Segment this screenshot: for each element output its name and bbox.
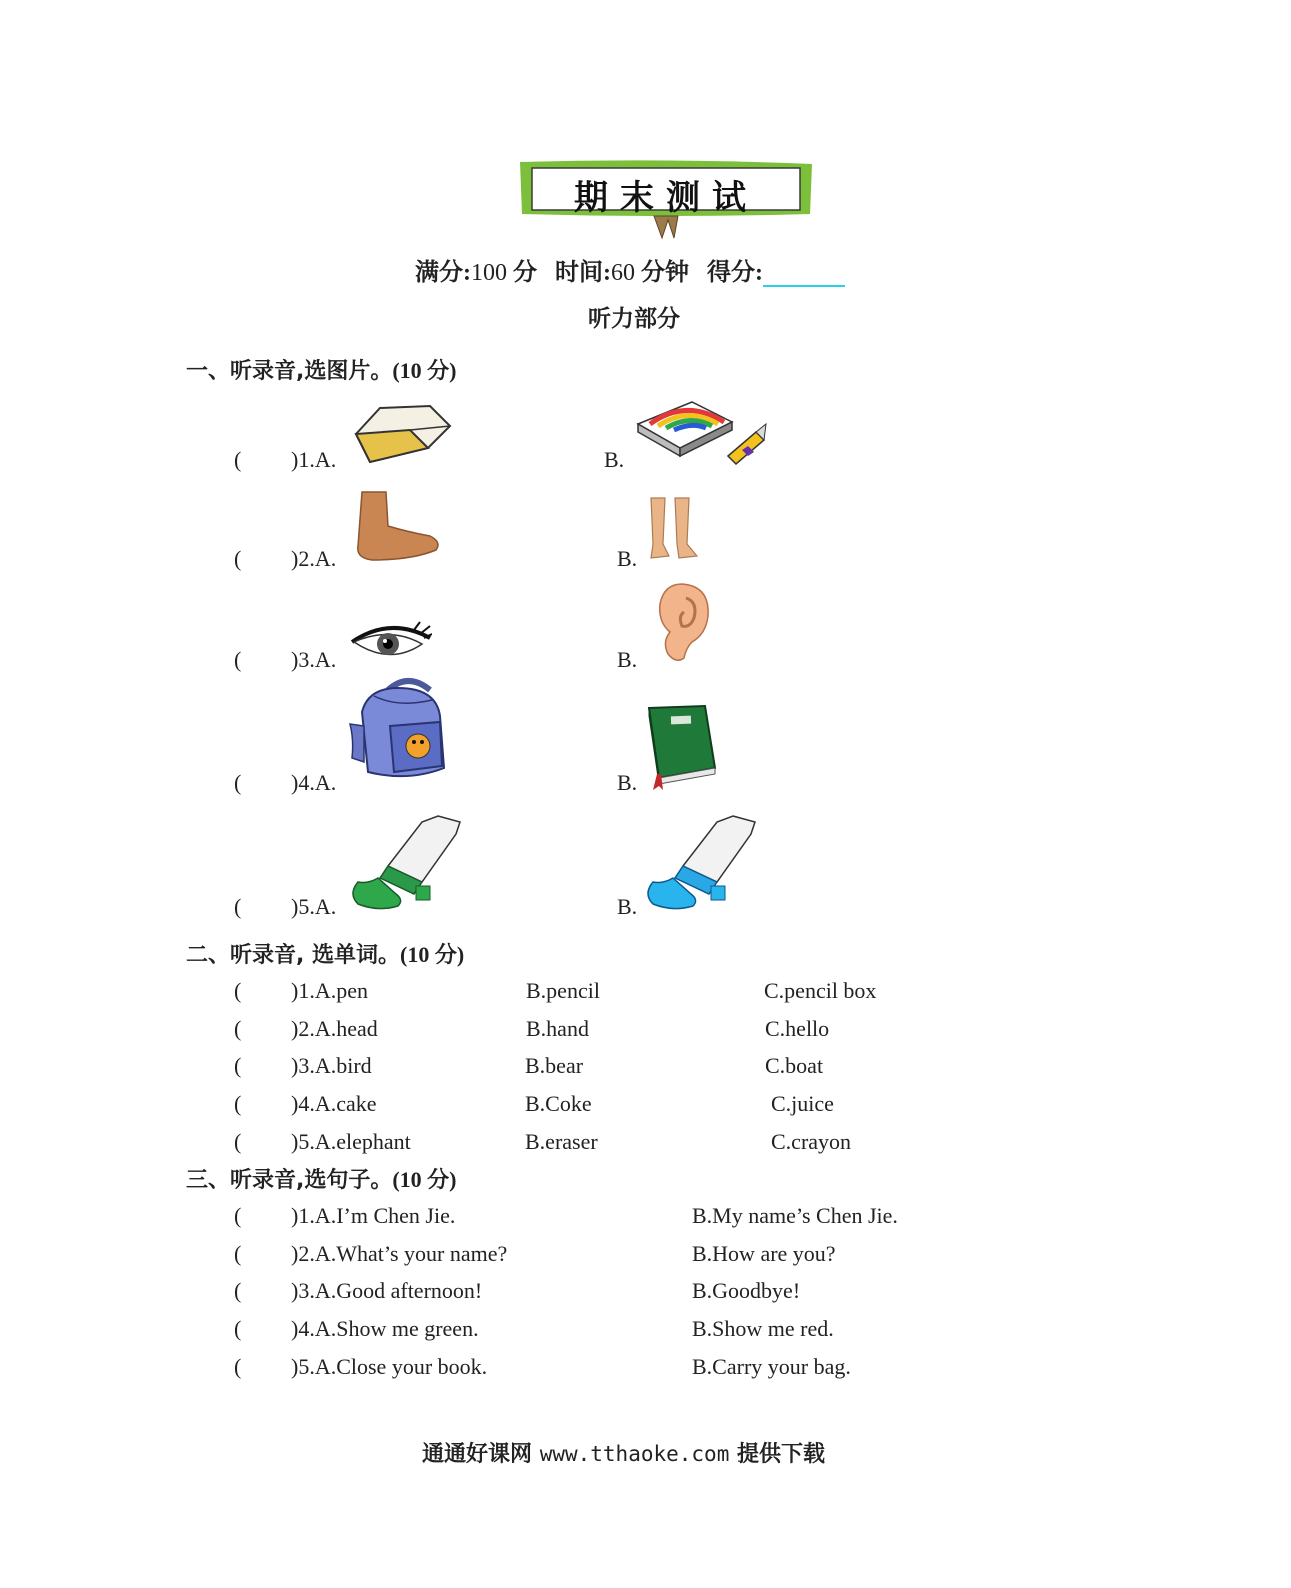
paren[interactable]: ( — [234, 1203, 242, 1228]
section3-title — [186, 1163, 457, 1194]
s1-q2-b-label: B. — [617, 546, 638, 571]
paren[interactable]: ( — [234, 1316, 242, 1341]
s1-q1-a-label: )1.A. — [291, 447, 337, 472]
paren[interactable]: ( — [234, 647, 242, 672]
paren[interactable]: ( — [234, 978, 242, 1003]
s3-q4-a: )4.A.Show me green. — [291, 1316, 479, 1341]
book-icon[interactable] — [645, 704, 717, 790]
green-paint-icon[interactable] — [348, 812, 466, 914]
paren[interactable]: ( — [234, 1053, 242, 1078]
s2-q5-b: B.eraser — [525, 1129, 598, 1154]
full-unit: 分 — [513, 260, 537, 286]
s1-q5-a-label: )5.A. — [291, 894, 337, 919]
blue-paint-icon[interactable] — [643, 812, 761, 914]
s1-q4-b-label: B. — [617, 770, 638, 795]
s2-q2-a: )2.A.head — [291, 1016, 378, 1041]
s2-q4-a: )4.A.cake — [291, 1091, 377, 1116]
exam-meta — [415, 252, 845, 287]
paren[interactable]: ( — [234, 1016, 242, 1041]
paren[interactable]: ( — [234, 894, 242, 919]
eye-icon[interactable] — [350, 620, 432, 666]
s3-q4-b: B.Show me red. — [692, 1316, 834, 1341]
section2-points: (10 分) — [400, 942, 465, 967]
paren[interactable]: ( — [234, 1354, 242, 1379]
s2-q1-a: )1.A.pen — [291, 978, 368, 1003]
s2-q3-c: C.boat — [765, 1053, 824, 1078]
footer-suffix: 提供下载 — [737, 1442, 826, 1467]
section2-title-text: 二、听录音, 选单词。 — [186, 943, 401, 968]
paren[interactable]: ( — [234, 1278, 242, 1303]
paren[interactable]: ( — [234, 1129, 242, 1154]
paren[interactable]: ( — [234, 546, 242, 571]
s3-q1-b: B.My name’s Chen Jie. — [692, 1203, 898, 1228]
paren[interactable]: ( — [234, 770, 242, 795]
time-value: 60 — [611, 260, 635, 286]
footer-url[interactable]: www.tthaoke.com — [539, 1442, 730, 1466]
s1-q3-a-label: )3.A. — [291, 647, 337, 672]
s3-q3-b: B.Goodbye! — [692, 1278, 801, 1303]
full-value: 100 — [471, 260, 507, 286]
paren[interactable]: ( — [234, 447, 242, 472]
footer — [422, 1437, 825, 1468]
s3-q3-a: )3.A.Good afternoon! — [291, 1278, 483, 1303]
crayon-box-icon[interactable] — [636, 394, 770, 466]
page-title: 期末测试 — [574, 178, 758, 218]
school-bag-icon[interactable] — [348, 676, 450, 784]
s2-q4-b: B.Coke — [525, 1091, 592, 1116]
section1-points: (10 分) — [392, 358, 457, 383]
s3-q2-a: )2.A.What’s your name? — [291, 1241, 508, 1266]
s2-q3-a: )3.A.bird — [291, 1053, 372, 1078]
section3-points: (10 分) — [392, 1167, 457, 1192]
footer-site: 通通好课网 — [422, 1442, 533, 1467]
s1-q5-b-label: B. — [617, 894, 638, 919]
s2-q1-b: B.pencil — [526, 978, 600, 1003]
score-label: 得分: — [707, 260, 763, 286]
s1-q2-a-label: )2.A. — [291, 546, 337, 571]
s1-q4-a-label: )4.A. — [291, 770, 337, 795]
s2-q5-c: C.crayon — [771, 1129, 852, 1154]
paren[interactable]: ( — [234, 1091, 242, 1116]
s3-q5-a: )5.A.Close your book. — [291, 1354, 488, 1379]
legs-icon[interactable] — [643, 496, 701, 562]
ear-icon[interactable] — [652, 582, 712, 664]
s2-q3-b: B.bear — [525, 1053, 584, 1078]
s2-q2-b: B.hand — [526, 1016, 589, 1041]
s3-q1-a: )1.A.I’m Chen Jie. — [291, 1203, 456, 1228]
s1-q3-b-label: B. — [617, 647, 638, 672]
section1-title-text: 一、听录音,选图片。 — [186, 359, 393, 384]
title-banner — [516, 158, 816, 240]
s3-q5-b: B.Carry your bag. — [692, 1354, 851, 1379]
score-blank[interactable] — [763, 263, 845, 287]
paren[interactable]: ( — [234, 1241, 242, 1266]
s2-q5-a: )5.A.elephant — [291, 1129, 411, 1154]
time-label: 时间: — [555, 260, 611, 286]
listening-heading: 听力部分 — [588, 306, 680, 332]
foot-icon[interactable] — [352, 490, 442, 564]
section3-title-text: 三、听录音,选句子。 — [186, 1168, 393, 1193]
time-unit: 分钟 — [641, 260, 689, 286]
eraser-icon[interactable] — [350, 400, 454, 466]
s3-q2-b: B.How are you? — [692, 1241, 836, 1266]
full-label: 满分: — [415, 260, 471, 286]
s2-q1-c: C.pencil box — [764, 978, 877, 1003]
section1-title — [186, 354, 457, 385]
s2-q2-c: C.hello — [765, 1016, 830, 1041]
s2-q4-c: C.juice — [771, 1091, 834, 1116]
section2-title — [186, 938, 464, 969]
s1-q1-b-label: B. — [604, 447, 625, 472]
